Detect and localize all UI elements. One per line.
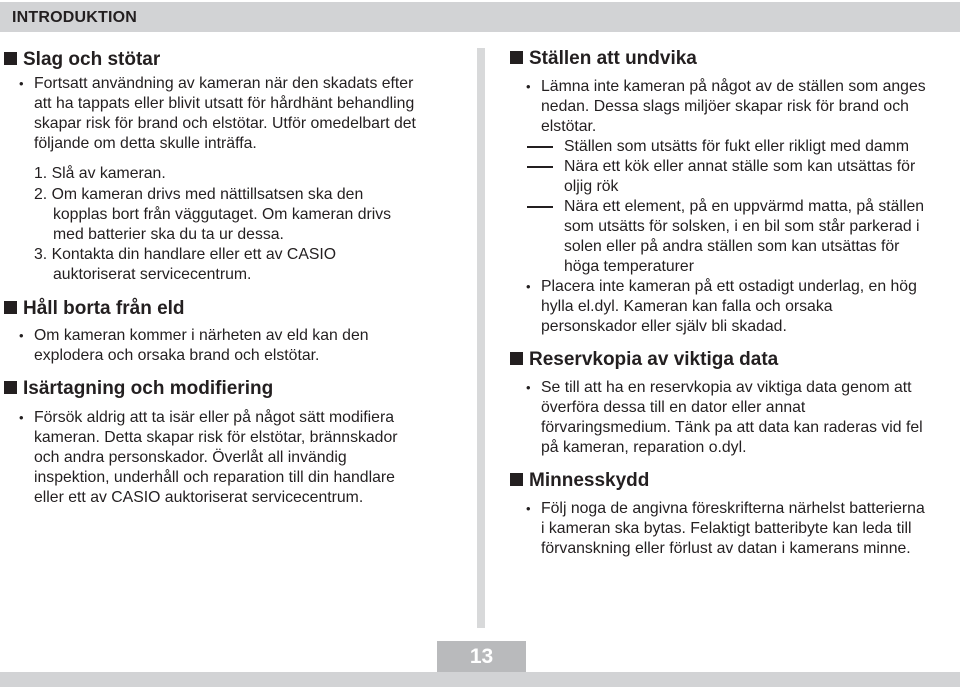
- bullet-icon: •: [526, 279, 531, 294]
- text-line: i kameran ska bytas. Felaktigt batteribyte kan leda till: [541, 520, 912, 537]
- bullet-icon: •: [526, 380, 531, 395]
- text-line: Följ noga de angivna föreskrifterna närhelst batterierna: [541, 500, 925, 517]
- text-line: skapar risk för brand och elstötar. Utför omedelbart det: [34, 115, 416, 132]
- text-line: oljig rök: [564, 178, 619, 195]
- text-line: explodera och orsaka brand och elstötar.: [34, 347, 320, 364]
- text-line: Fortsatt användning av kameran när den skadats efter: [34, 75, 414, 92]
- list-item: Nära ett kök eller annat ställe som kan utsättas för: [564, 158, 916, 175]
- text-line: Placera inte kameran på ett ostadigt underlag, en hög: [541, 278, 917, 295]
- chapter-header: [0, 2, 960, 32]
- dash-icon: [527, 146, 553, 148]
- text-line: solen eller på andra ställen som kan utsättas för: [564, 238, 900, 255]
- text-line: kopplas bort från väggutaget. Om kameran drivs: [53, 206, 392, 223]
- text-line: Lämna inte kameran på något av de ställen som anges: [541, 78, 926, 95]
- text-line: överföra dessa till en dator eller annat: [541, 399, 806, 416]
- footer-bar: [0, 672, 960, 687]
- page-number: 13: [469, 645, 494, 668]
- text-line: hylla el.dyl. Kameran kan falla och orsaka: [541, 298, 833, 315]
- section-heading: Ställen att undvika: [510, 48, 697, 70]
- step-item: 3. Kontakta din handlare eller ett av CASIO: [34, 246, 337, 263]
- section-heading: Minnesskydd: [510, 470, 649, 492]
- column-divider: [477, 48, 485, 628]
- section-heading: Håll borta från eld: [4, 298, 185, 320]
- text-line: nedan. Dessa slags miljöer skapar risk för brand och: [541, 98, 909, 115]
- text-line: på kameran, reparation o.dyl.: [541, 439, 747, 456]
- bullet-icon: •: [19, 76, 24, 91]
- text-line: Försök aldrig att ta isär eller på något sätt modifiera: [34, 409, 394, 426]
- list-item: Nära ett element, på en uppvärmd matta, på ställen: [564, 198, 925, 215]
- text-line: förvanskning eller förlust av datan i kamerans minne.: [541, 540, 911, 557]
- text-line: förvaringsmedium. Tänk pa att data kan raderas vid fel: [541, 419, 923, 436]
- square-bullet-icon: [4, 301, 17, 314]
- text-line: och andra personskador. Överlåt all invändig: [34, 449, 347, 466]
- list-item: Ställen som utsätts för fukt eller rikligt med damm: [564, 138, 910, 155]
- text-line: Om kameran kommer i närheten av eld kan den: [34, 327, 369, 344]
- step-item: 1. Slå av kameran.: [34, 165, 166, 182]
- square-bullet-icon: [510, 473, 523, 486]
- text-line: höga temperaturer: [564, 258, 694, 275]
- text-line: elstötar.: [541, 118, 597, 135]
- chapter-title: INTRODUKTION: [12, 9, 138, 26]
- dash-icon: [527, 206, 553, 208]
- page-number-box: [437, 641, 526, 672]
- text-line: inspektion, underhåll och reparation till din handlare: [34, 469, 395, 486]
- bullet-icon: •: [19, 410, 24, 425]
- step-item: 2. Om kameran drivs med nättillsatsen ska den: [34, 186, 364, 203]
- text-line: Se till att ha en reservkopia av viktiga data genom att: [541, 379, 912, 396]
- bullet-icon: •: [526, 501, 531, 516]
- square-bullet-icon: [4, 52, 17, 65]
- square-bullet-icon: [510, 352, 523, 365]
- bullet-icon: •: [19, 328, 24, 343]
- bullet-icon: •: [526, 79, 531, 94]
- text-line: med batterier ska du ta ur dessa.: [53, 226, 284, 243]
- square-bullet-icon: [4, 381, 17, 394]
- section-heading: Isärtagning och modifiering: [4, 378, 273, 400]
- dash-icon: [527, 166, 553, 168]
- text-line: att ha tappats eller blivit utsatt för hårdhänt behandling: [34, 95, 415, 112]
- text-line: följande om detta skulle inträffa.: [34, 135, 257, 152]
- text-line: eller ett av CASIO auktoriserat servicecentrum.: [34, 489, 364, 506]
- section-heading: Reservkopia av viktiga data: [510, 349, 778, 371]
- text-line: auktoriserat servicecentrum.: [53, 266, 252, 283]
- text-line: kameran. Detta skapar risk för elstötar, brännskador: [34, 429, 398, 446]
- text-line: som utsätts för solsken, i en bil som står parkerad i: [564, 218, 920, 235]
- text-line: personskador eller själv bli skadad.: [541, 318, 787, 335]
- square-bullet-icon: [510, 51, 523, 64]
- section-heading: Slag och stötar: [4, 49, 160, 71]
